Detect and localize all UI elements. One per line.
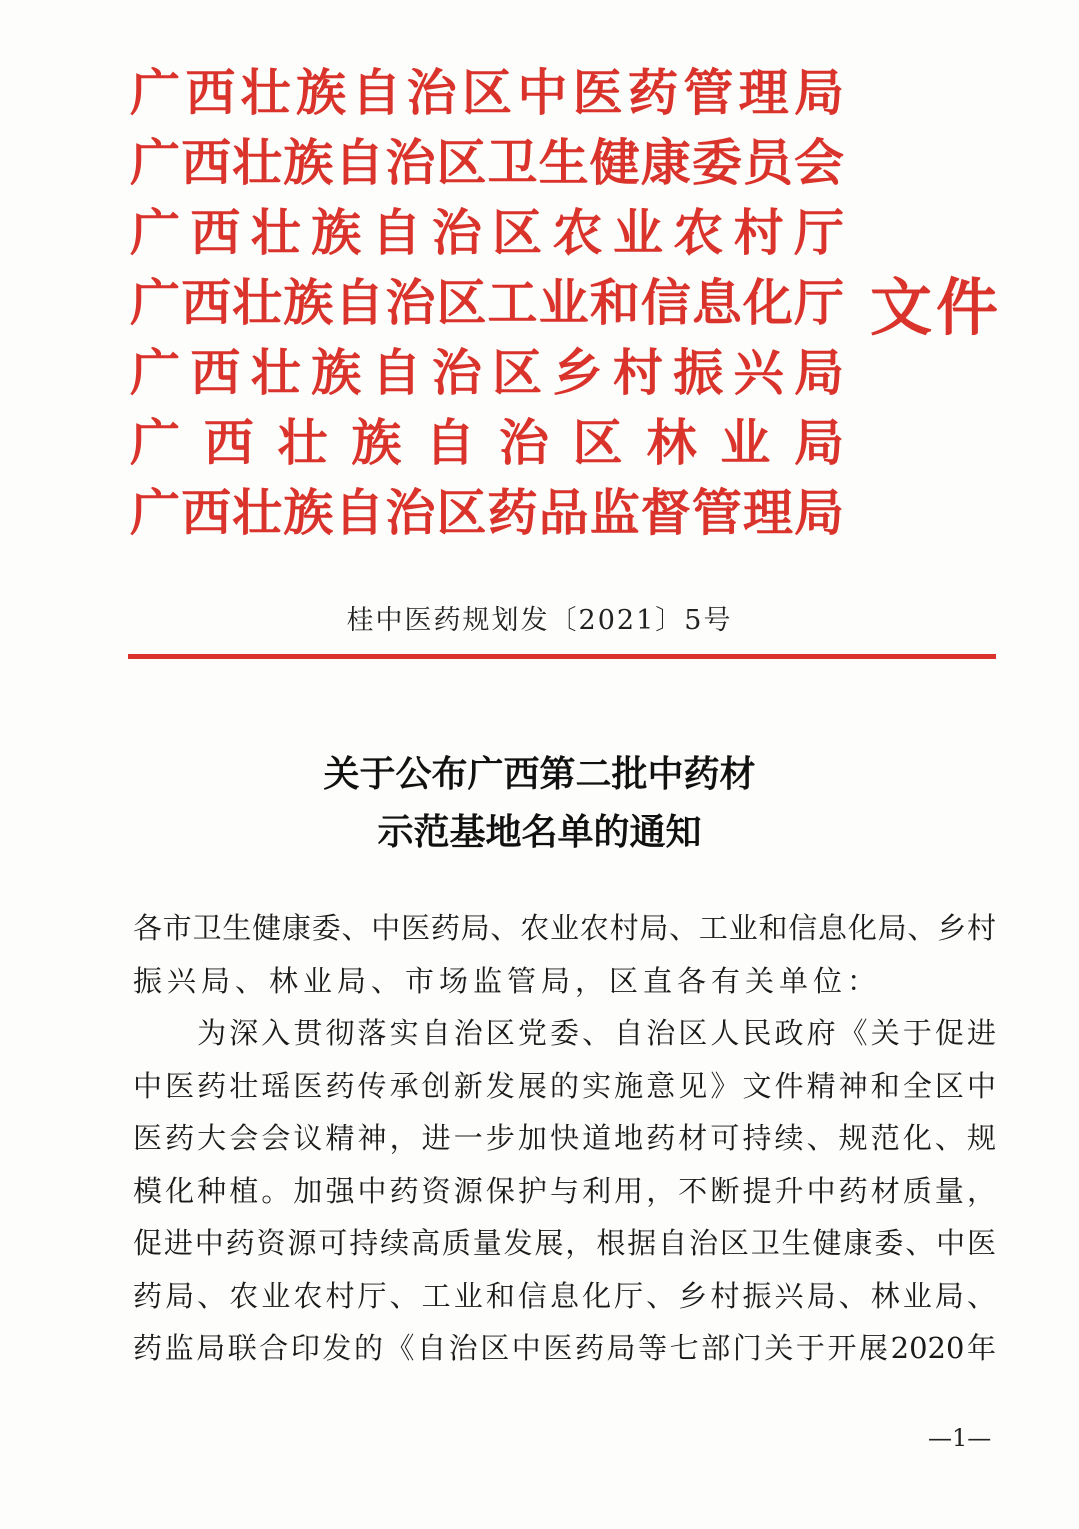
body-line: 模化种植。加强中药资源保护与利用，不断提升中药材质量，: [133, 1173, 996, 1208]
document-number: 桂中医药规划发〔2021〕5号: [346, 605, 733, 636]
body-line: 药局、农业农村厅、工业和信息化厅、乡村振兴局、林业局、: [133, 1278, 996, 1313]
body-line: 为深入贯彻落实自治区党委、自治区人民政府《关于促进: [133, 1016, 996, 1050]
title-line: 关于公布广西第二批中药材: [323, 753, 756, 795]
body-line: 各市卫生健康委、中医药局、农业农村局、工业和信息化局、乡村: [133, 911, 996, 945]
title-line: 示范基地名单的通知: [377, 811, 702, 853]
issuer-line: 广西壮族自治区乡村振兴局: [130, 343, 845, 402]
body-text: [133, 902, 996, 1375]
page-number: —1—: [928, 1424, 992, 1452]
issuer-line: 广西壮族自治区中医药管理局: [130, 63, 845, 122]
body-line: 促进中药资源可持续高质量发展，根据自治区卫生健康委、中医: [133, 1226, 996, 1260]
body-line: 医药大会会议精神，进一步加快道地药材可持续、规范化、规: [133, 1121, 996, 1155]
body-line: 中医药壮瑶医药传承创新发展的实施意见》文件精神和全区中: [133, 1068, 996, 1103]
issuing-authorities: [130, 58, 845, 548]
body-line: 振兴局、林业局、市场监管局，区直各有关单位：: [133, 963, 882, 998]
document-label: 文件: [870, 271, 1003, 344]
red-divider: [128, 654, 996, 659]
document-title: [0, 745, 1079, 861]
issuer-line: 广西壮族自治区药品监督管理局: [130, 483, 845, 542]
issuer-line: 广西壮族自治区卫生健康委员会: [130, 133, 845, 192]
issuer-line: 广西壮族自治区林业局: [130, 413, 845, 472]
body-line: 药监局联合印发的《自治区中医药局等七部门关于开展2020年: [133, 1331, 996, 1365]
issuer-line: 广西壮族自治区工业和信息化厅: [130, 273, 845, 332]
issuer-line: 广西壮族自治区农业农村厅: [130, 203, 845, 262]
